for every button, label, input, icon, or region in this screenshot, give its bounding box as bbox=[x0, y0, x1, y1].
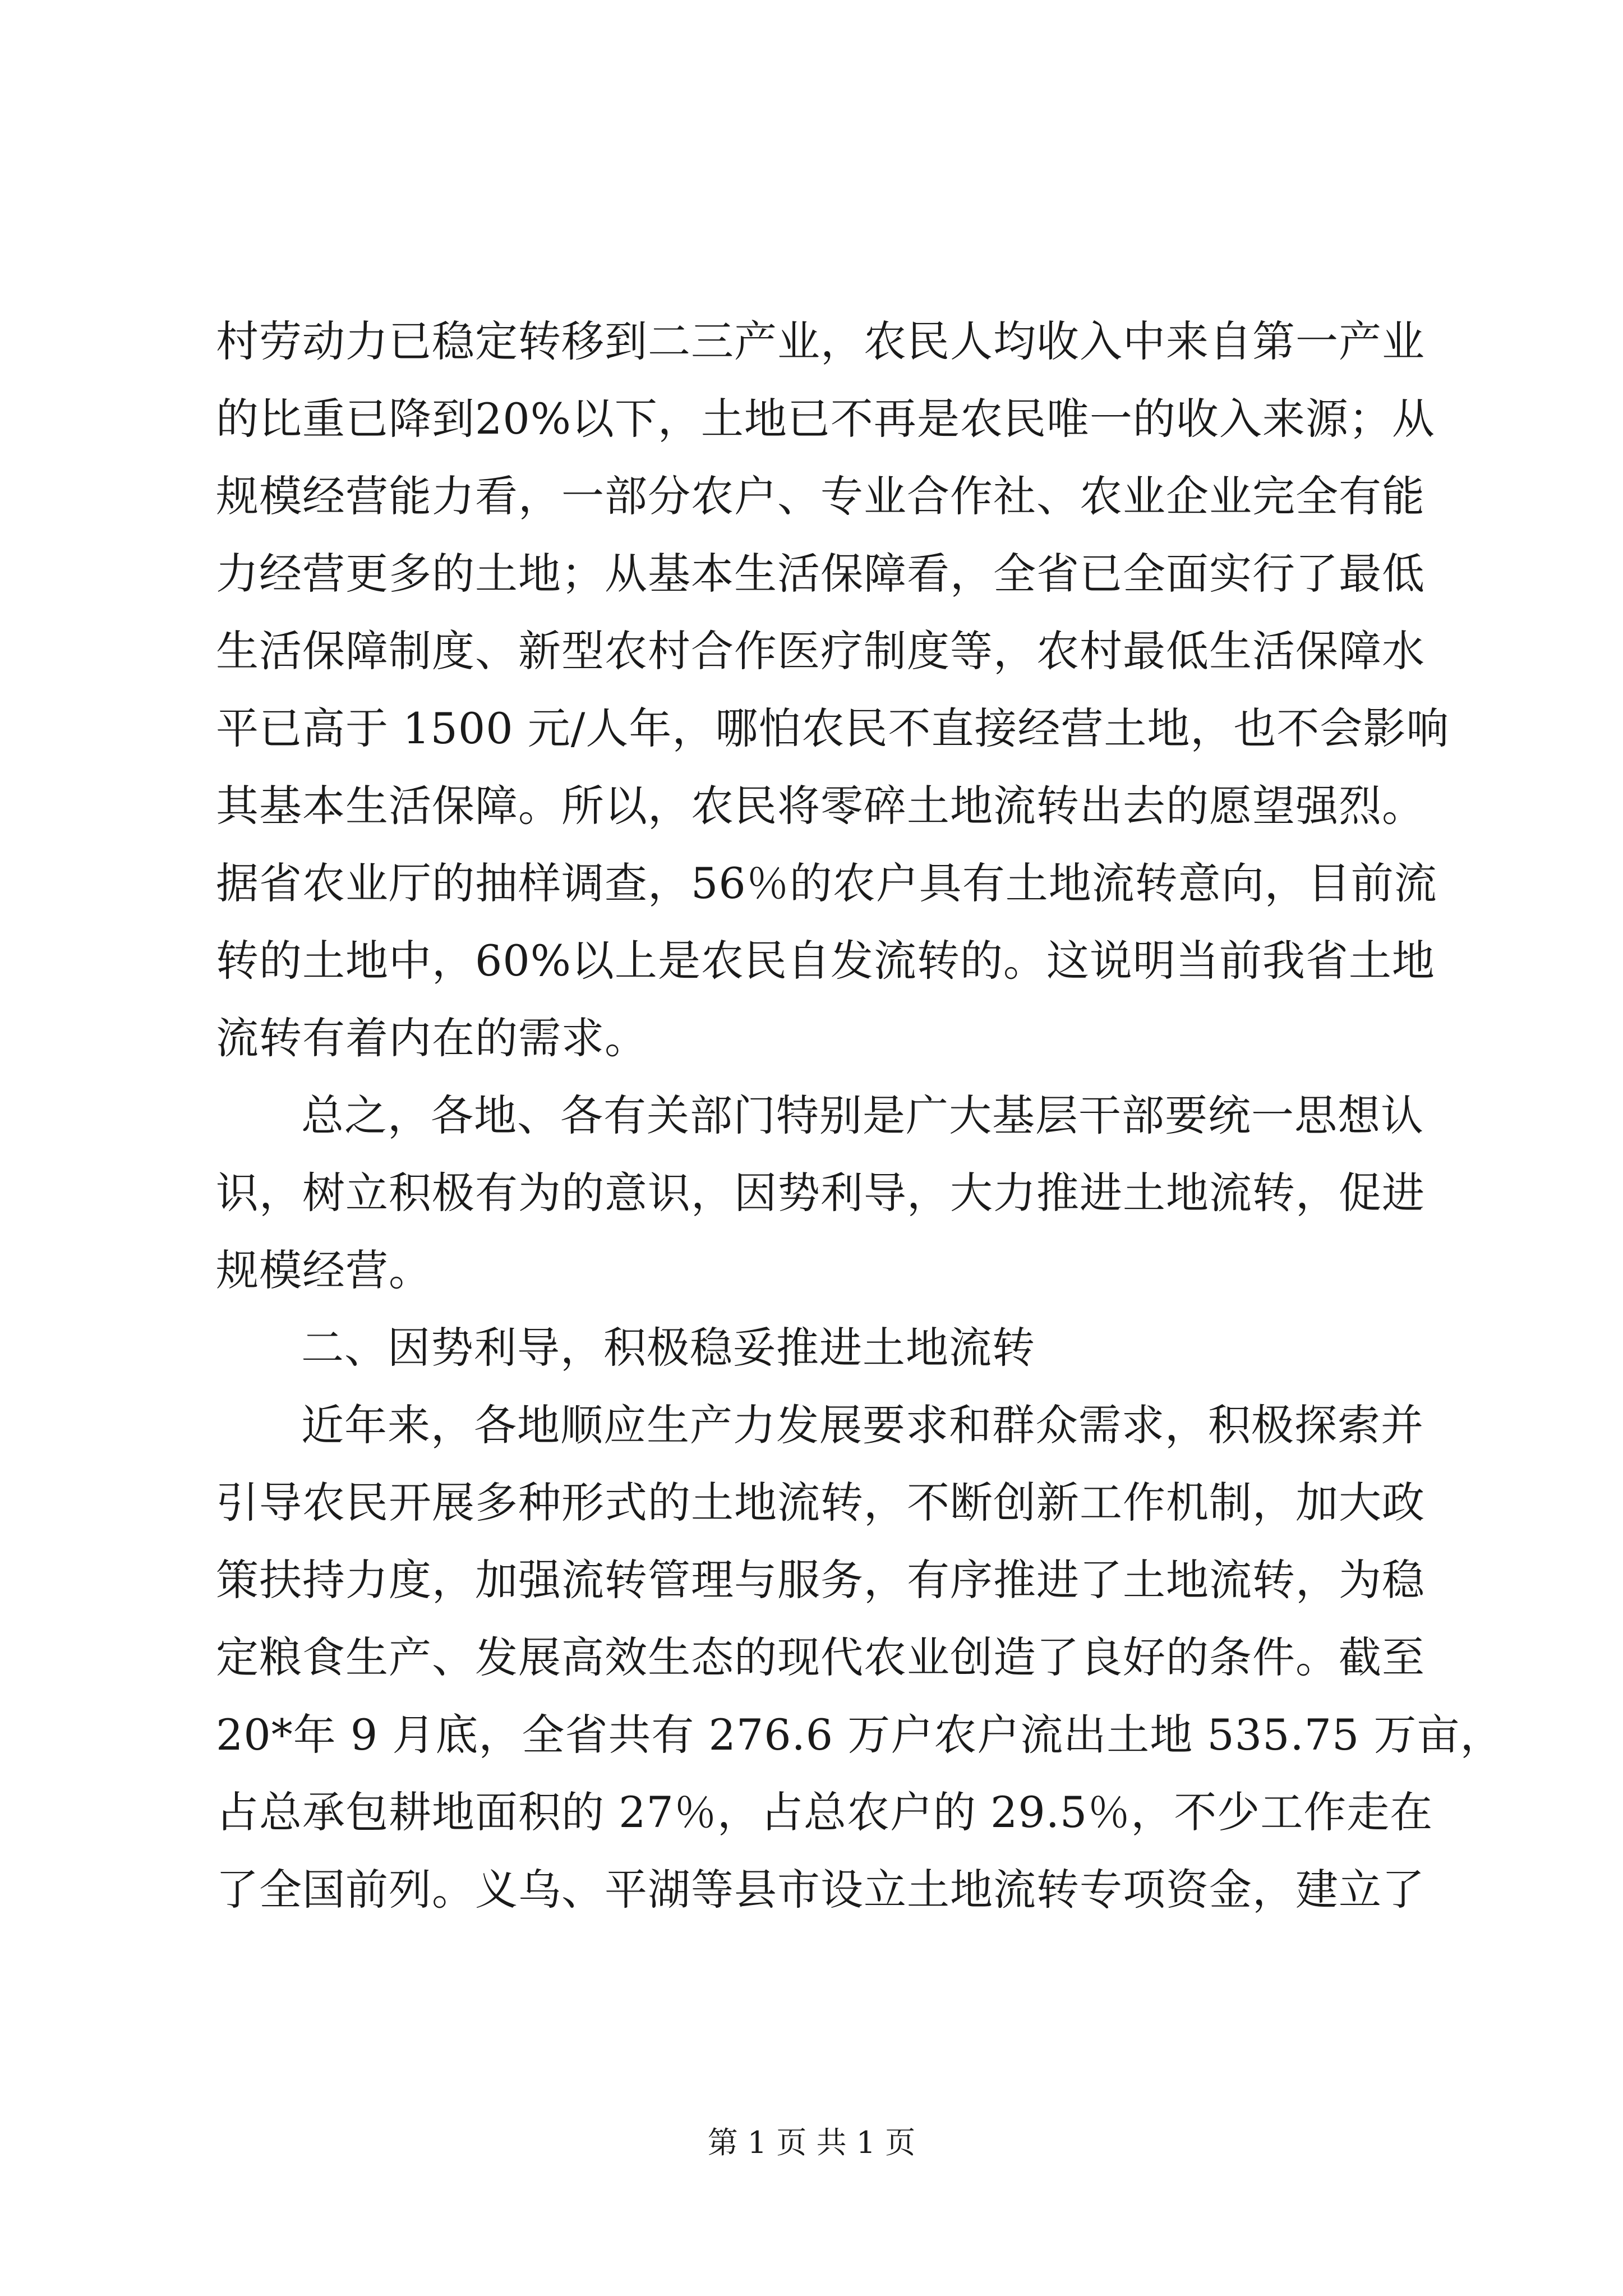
text-line-4: 力经营更多的土地；从基本生活保障看，全省已全面实行了最低 bbox=[216, 549, 1425, 599]
text-line-18: 定粮食生产、发展高效生态的现代农业创造了良好的条件。截至 bbox=[216, 1632, 1425, 1682]
text-line-13: 规模经营。 bbox=[216, 1245, 432, 1295]
text-line-10: 流转有着内在的需求。 bbox=[216, 1013, 648, 1063]
text-line-8: 据省农业厅的抽样调查，56％的农户具有土地流转意向，目前流 bbox=[216, 858, 1437, 908]
text-line-17: 策扶持力度，加强流转管理与服务，有序推进了土地流转，为稳 bbox=[216, 1555, 1425, 1605]
body-text bbox=[216, 303, 1504, 1929]
text-line-5: 生活保障制度、新型农村合作医疗制度等，农村最低生活保障水 bbox=[216, 626, 1425, 676]
text-line-16: 引导农民开展多种形式的土地流转，不断创新工作机制，加大政 bbox=[216, 1478, 1425, 1527]
text-line-19: 20*年 9 月底，全省共有 276.6 万户农户流出土地 535.75 万亩， bbox=[216, 1710, 1504, 1760]
text-line-1: 村劳动力已稳定转移到二三产业，农民人均收入中来自第一产业 bbox=[216, 316, 1425, 366]
page-number-footer: 第 1 页 共 1 页 bbox=[707, 2125, 916, 2160]
text-line-12: 识，树立积极有为的意识，因势利导，大力推进土地流转，促进 bbox=[216, 1168, 1425, 1218]
text-line-9: 转的土地中，60%以上是农民自发流转的。这说明当前我省土地 bbox=[216, 936, 1435, 986]
text-line-11: 总之，各地、各有关部门特别是广大基层干部要统一思想认 bbox=[301, 1091, 1424, 1140]
text-line-7: 其基本生活保障。所以，农民将零碎土地流转出去的愿望强烈。 bbox=[216, 781, 1425, 831]
text-line-20: 占总承包耕地面积的 27％，占总农户的 29.5％，不少工作走在 bbox=[216, 1787, 1433, 1837]
text-line-6: 平已高于 1500 元/人年，哪怕农民不直接经营土地，也不会影响 bbox=[216, 703, 1450, 753]
text-line-15: 近年来，各地顺应生产力发展要求和群众需求，积极探索并 bbox=[301, 1400, 1424, 1450]
text-line-2: 的比重已降到20%以下，土地已不再是农民唯一的收入来源；从 bbox=[216, 394, 1435, 444]
text-line-3: 规模经营能力看，一部分农户、专业合作社、农业企业完全有能 bbox=[216, 471, 1425, 521]
section-heading: 二、因势利导，积极稳妥推进土地流转 bbox=[301, 1323, 1035, 1373]
text-line-21: 了全国前列。义乌、平湖等县市设立土地流转专项资金，建立了 bbox=[216, 1865, 1425, 1915]
